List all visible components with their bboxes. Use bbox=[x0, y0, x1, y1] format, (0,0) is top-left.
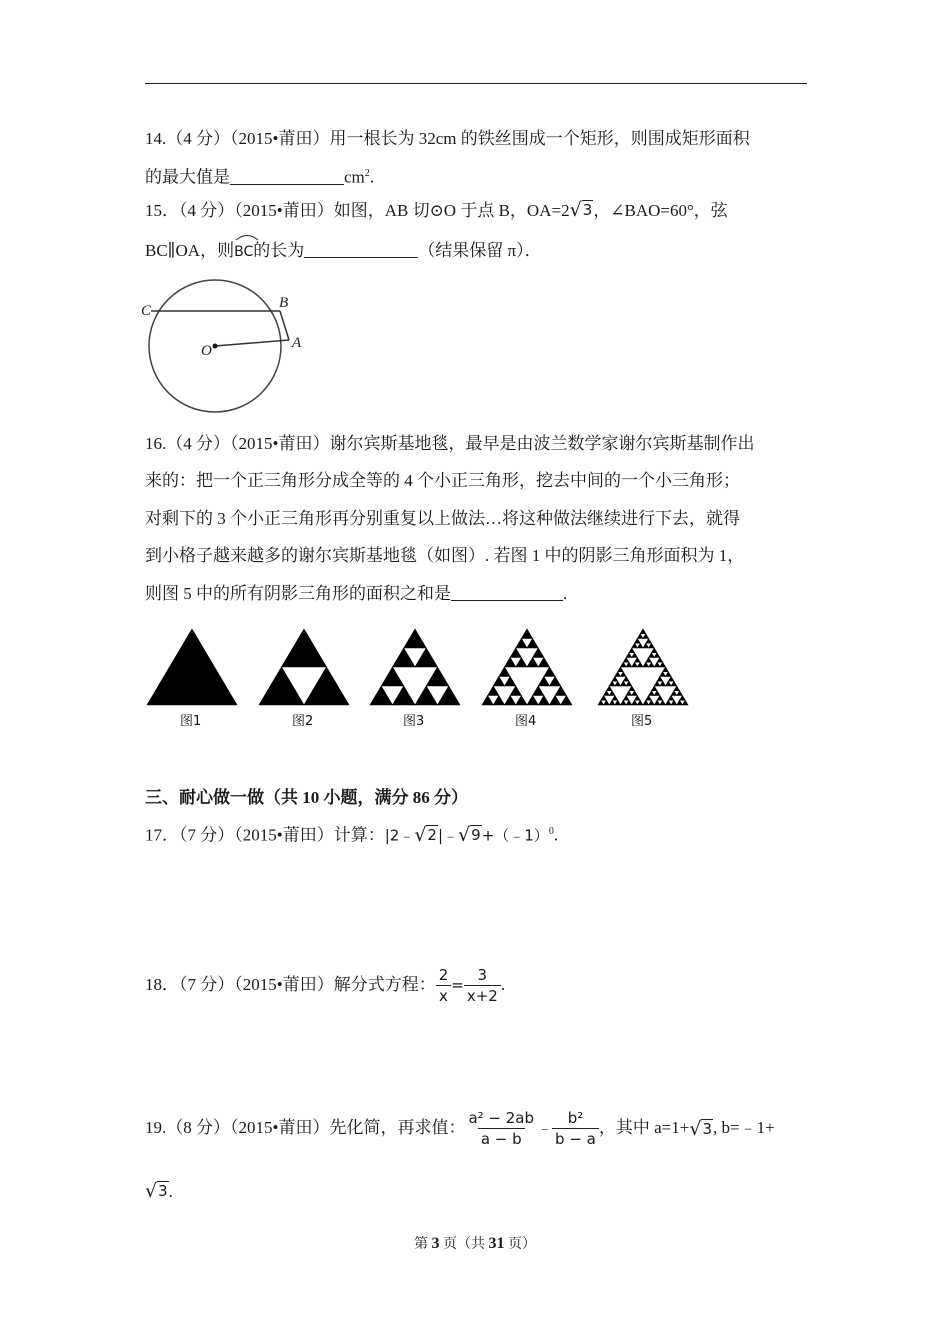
shaded-triangle bbox=[516, 658, 527, 668]
q15-sqrt: √ 3 bbox=[569, 199, 593, 221]
shaded-triangle bbox=[632, 691, 638, 696]
shaded-triangle bbox=[660, 681, 666, 686]
shaded-triangle bbox=[646, 639, 652, 644]
shaded-triangle bbox=[505, 658, 516, 668]
q14-answer-blank bbox=[230, 166, 344, 185]
sierpinski-figure-5 bbox=[597, 628, 689, 706]
section-3-title: 三、耐心做一做（共 10 小题，满分 86 分） bbox=[145, 788, 468, 807]
shaded-triangle bbox=[649, 653, 655, 658]
q18-f1-num: 2 bbox=[438, 965, 449, 984]
shaded-triangle bbox=[510, 648, 521, 658]
q18-f2-num: 3 bbox=[477, 965, 488, 984]
shaded-triangle bbox=[606, 686, 612, 691]
q18-f1-den: x bbox=[436, 985, 451, 1006]
shaded-triangle bbox=[438, 686, 461, 705]
sierpinski-figure-2 bbox=[258, 628, 350, 706]
q19-minus: ﹣ bbox=[537, 1119, 553, 1137]
shaded-triangle bbox=[609, 681, 615, 686]
footer-post: 页） bbox=[504, 1237, 536, 1252]
shaded-triangle bbox=[601, 696, 607, 701]
q19-f1-num: a² − 2ab bbox=[468, 1108, 535, 1127]
q14-line2 bbox=[145, 163, 374, 189]
shaded-triangle bbox=[612, 677, 618, 682]
shaded-triangle bbox=[671, 681, 677, 686]
shaded-triangle bbox=[521, 629, 532, 639]
shaded-triangle bbox=[604, 700, 610, 705]
figure-label-5: 图5 bbox=[631, 714, 653, 729]
shaded-triangle bbox=[621, 672, 627, 677]
shaded-triangle bbox=[598, 700, 604, 705]
q19-f2-den: b − a bbox=[552, 1128, 599, 1149]
shaded-triangle bbox=[635, 696, 641, 701]
shaded-triangle bbox=[505, 696, 516, 706]
shaded-triangle bbox=[505, 677, 516, 687]
shaded-triangle bbox=[527, 639, 538, 649]
shaded-triangle bbox=[415, 648, 438, 667]
q19-line2 bbox=[145, 1181, 173, 1203]
shaded-triangle bbox=[516, 639, 527, 649]
shaded-triangle bbox=[393, 686, 416, 705]
q17-sqrt1: √ 2 bbox=[414, 823, 437, 846]
shaded-triangle bbox=[632, 662, 638, 667]
shaded-triangle bbox=[668, 677, 674, 682]
shaded-triangle bbox=[381, 667, 404, 686]
q18-pre: 18．（7 分）（2015•莆田）解分式方程： bbox=[145, 975, 436, 994]
shaded-triangle bbox=[282, 629, 327, 667]
q16-line5-pre: 则图 5 中的所有阴影三角形的面积之和是 bbox=[145, 584, 451, 603]
q16-line5 bbox=[145, 582, 567, 605]
shaded-triangle bbox=[635, 639, 641, 644]
q17-sup: 0 bbox=[548, 826, 554, 837]
shaded-triangle bbox=[671, 691, 677, 696]
q19-sqrt-b: √ 3 bbox=[145, 1180, 168, 1202]
shaded-triangle bbox=[527, 658, 538, 668]
shaded-triangle bbox=[626, 681, 632, 686]
shaded-triangle bbox=[682, 700, 688, 705]
shaded-triangle bbox=[561, 696, 572, 706]
shaded-triangle bbox=[527, 696, 538, 706]
q14-unit-sup: 2 bbox=[364, 168, 370, 179]
q19-line bbox=[145, 1106, 775, 1150]
shaded-triangle bbox=[677, 691, 683, 696]
shaded-triangle bbox=[493, 696, 504, 706]
shaded-triangle bbox=[637, 634, 643, 639]
q18-eq: = bbox=[451, 976, 464, 994]
q19-fraction-2 bbox=[552, 1108, 599, 1149]
shaded-triangle bbox=[415, 686, 438, 705]
shaded-triangle bbox=[544, 667, 555, 677]
q15-answer-blank bbox=[304, 239, 418, 258]
shaded-triangle bbox=[680, 696, 686, 701]
q15-sqrt-arg: 3 bbox=[582, 201, 593, 219]
shaded-triangle bbox=[621, 700, 627, 705]
shaded-triangle bbox=[615, 681, 621, 686]
q19-sqrt-a-arg: 3 bbox=[702, 1119, 713, 1138]
shaded-triangle bbox=[618, 667, 624, 672]
figure-label-2: 图2 bbox=[292, 714, 314, 729]
label-o: O bbox=[201, 343, 212, 359]
shaded-triangle bbox=[393, 648, 416, 667]
shaded-triangle bbox=[623, 677, 629, 682]
footer-pre: 第 bbox=[414, 1237, 432, 1252]
shaded-triangle bbox=[640, 629, 646, 634]
q19-sqrt-a: √ 3 bbox=[689, 1117, 713, 1140]
figure-label-3: 图3 bbox=[403, 714, 425, 729]
shaded-triangle bbox=[649, 662, 655, 667]
shaded-triangle bbox=[259, 667, 304, 705]
q17-sqrt1-arg: 2 bbox=[427, 825, 437, 844]
q14-line2-text: 的最大值是 bbox=[145, 167, 230, 187]
footer-total-pages: 31 bbox=[488, 1235, 505, 1252]
figure-label-1: 图1 bbox=[180, 714, 202, 729]
q17-sqrt2: √ 9 bbox=[458, 823, 481, 846]
shaded-triangle bbox=[626, 662, 632, 667]
q19-end: . bbox=[168, 1182, 173, 1201]
shaded-triangle bbox=[629, 686, 635, 691]
shaded-triangle bbox=[654, 681, 660, 686]
shaded-triangle bbox=[147, 629, 237, 705]
q15-line2-post: （结果保留 π）． bbox=[418, 241, 542, 260]
q18-fraction-1 bbox=[436, 965, 452, 1006]
arc-mark-icon bbox=[234, 233, 260, 241]
q14-line1: 14.（4 分）（2015•莆田）用一根长为 32cm 的铁丝围成一个矩形，则围成矩形面积 bbox=[145, 129, 750, 148]
q15-line2 bbox=[145, 237, 542, 263]
q19-f2-num: b² bbox=[567, 1108, 584, 1127]
q19-pre: 19.（8 分）（2015•莆田）先化简，再求值： bbox=[145, 1118, 466, 1137]
shaded-triangle bbox=[533, 648, 544, 658]
shaded-triangle bbox=[482, 696, 493, 706]
shaded-triangle bbox=[626, 700, 632, 705]
shaded-triangle bbox=[609, 691, 615, 696]
shaded-triangle bbox=[657, 677, 663, 682]
shaded-triangle bbox=[654, 662, 660, 667]
shaded-triangle bbox=[550, 696, 561, 706]
shaded-triangle bbox=[604, 691, 610, 696]
shaded-triangle bbox=[643, 700, 649, 705]
shaded-triangle bbox=[632, 643, 638, 648]
q15-arc-bc bbox=[234, 237, 253, 263]
q17-line bbox=[145, 821, 558, 847]
sierpinski-figure-4 bbox=[481, 628, 573, 706]
shaded-triangle bbox=[632, 700, 638, 705]
shaded-triangle bbox=[612, 696, 618, 701]
shaded-triangle bbox=[621, 662, 627, 667]
shaded-triangle bbox=[677, 700, 683, 705]
footer-page-number: 3 bbox=[431, 1235, 440, 1252]
shaded-triangle bbox=[550, 677, 561, 687]
q17-pre: 17．（7 分）（2015•莆田）计算： bbox=[145, 825, 385, 845]
shaded-triangle bbox=[671, 700, 677, 705]
shaded-triangle bbox=[660, 672, 666, 677]
shaded-triangle bbox=[493, 677, 504, 687]
q15-circle-figure bbox=[138, 270, 318, 420]
shaded-triangle bbox=[533, 686, 544, 696]
shaded-triangle bbox=[499, 667, 510, 677]
q18-f2-den: x+2 bbox=[464, 985, 501, 1006]
label-c: C bbox=[141, 303, 152, 319]
shaded-triangle bbox=[623, 696, 629, 701]
shaded-triangle bbox=[663, 667, 669, 672]
shaded-triangle bbox=[666, 672, 672, 677]
shaded-triangle bbox=[609, 700, 615, 705]
shaded-triangle bbox=[426, 667, 449, 686]
q19-fraction-1 bbox=[465, 1108, 537, 1149]
shaded-triangle bbox=[654, 700, 660, 705]
shaded-triangle bbox=[649, 700, 655, 705]
shaded-triangle bbox=[516, 696, 527, 706]
shaded-triangle bbox=[646, 696, 652, 701]
page-footer bbox=[0, 1233, 950, 1253]
shaded-triangle bbox=[370, 686, 393, 705]
q19-f1-den: a − b bbox=[478, 1128, 525, 1149]
q18-line bbox=[145, 963, 505, 1007]
q15-arc-label: BC bbox=[234, 244, 254, 260]
shaded-triangle bbox=[651, 686, 657, 691]
shaded-triangle bbox=[555, 686, 566, 696]
sierpinski-figure-3 bbox=[369, 628, 461, 706]
shaded-triangle bbox=[674, 686, 680, 691]
shaded-triangle bbox=[488, 686, 499, 696]
shaded-triangle bbox=[654, 691, 660, 696]
shaded-triangle bbox=[637, 643, 643, 648]
shaded-triangle bbox=[615, 700, 621, 705]
q17-abs-close: |﹣ bbox=[437, 826, 459, 845]
shaded-triangle bbox=[643, 634, 649, 639]
shaded-triangle bbox=[538, 696, 549, 706]
shaded-triangle bbox=[666, 681, 672, 686]
figure-label-4: 图4 bbox=[515, 714, 537, 729]
q15-line1-post: ，∠BAO=60°，弦 bbox=[593, 201, 728, 220]
q16-line2: 来的：把一个正三角形分成全等的 4 个小正三角形，挖去中间的一个小三角形； bbox=[145, 471, 740, 490]
q16-end: . bbox=[563, 584, 568, 603]
shaded-triangle bbox=[635, 658, 641, 663]
shaded-triangle bbox=[304, 667, 349, 705]
label-b: B bbox=[279, 295, 289, 311]
q14-end: . bbox=[369, 167, 375, 187]
header-rule bbox=[145, 83, 807, 84]
q18-fraction-2 bbox=[464, 965, 501, 1006]
q19-sqrt-b-arg: 3 bbox=[158, 1182, 168, 1200]
q15-line2-pre: BC∥OA，则 bbox=[145, 241, 235, 260]
shaded-triangle bbox=[651, 648, 657, 653]
shaded-triangle bbox=[632, 653, 638, 658]
center-point bbox=[213, 344, 218, 349]
q16-line1: 16.（4 分）（2015•莆田）谢尔宾斯基地毯，最早是由波兰数学家谢尔宾斯基制作出 bbox=[145, 434, 755, 453]
shaded-triangle bbox=[538, 658, 549, 668]
tangent-ab bbox=[280, 311, 289, 340]
q15-line1 bbox=[145, 200, 728, 222]
shaded-triangle bbox=[626, 653, 632, 658]
shaded-triangle bbox=[538, 677, 549, 687]
shaded-triangle bbox=[668, 696, 674, 701]
shaded-triangle bbox=[646, 658, 652, 663]
sierpinski-figure-1 bbox=[146, 628, 238, 706]
q17-abs-open: |2﹣ bbox=[384, 826, 415, 845]
q19-mid: ，其中 a=1+ bbox=[598, 1118, 690, 1137]
shaded-triangle bbox=[643, 662, 649, 667]
q17-tail: +（﹣1） bbox=[481, 826, 549, 845]
shaded-triangle bbox=[649, 691, 655, 696]
q16-line3: 对剩下的 3 个小正三角形再分别重复以上做法…将这种做法继续进行下去，就得 bbox=[145, 509, 740, 528]
q17-end: . bbox=[553, 825, 559, 845]
shaded-triangle bbox=[404, 629, 427, 648]
label-a: A bbox=[292, 335, 302, 351]
shaded-triangle bbox=[637, 662, 643, 667]
shaded-triangle bbox=[623, 658, 629, 663]
shaded-triangle bbox=[643, 643, 649, 648]
shaded-triangle bbox=[626, 691, 632, 696]
q18-end: . bbox=[500, 975, 506, 994]
shaded-triangle bbox=[621, 681, 627, 686]
shaded-triangle bbox=[657, 696, 663, 701]
q15-line2-mid: 的长为 bbox=[253, 241, 305, 260]
q14-unit: cm bbox=[344, 167, 365, 187]
shaded-triangle bbox=[629, 648, 635, 653]
shaded-triangle bbox=[660, 662, 666, 667]
shaded-triangle bbox=[649, 643, 655, 648]
shaded-triangle bbox=[660, 700, 666, 705]
shaded-triangle bbox=[666, 700, 672, 705]
shaded-triangle bbox=[615, 672, 621, 677]
q16-answer-blank bbox=[451, 582, 563, 601]
shaded-triangle bbox=[654, 653, 660, 658]
shaded-triangle bbox=[637, 700, 643, 705]
q17-sqrt2-arg: 9 bbox=[471, 825, 481, 844]
segment-oa bbox=[215, 340, 289, 346]
footer-mid: 页（共 bbox=[439, 1237, 489, 1252]
q15-line1-pre: 15．（4 分）（2015•莆田）如图，AB 切⊙O 于点 B，OA=2 bbox=[145, 201, 570, 220]
q19-mid2: , b=﹣1+ bbox=[713, 1118, 775, 1137]
shaded-triangle bbox=[657, 658, 663, 663]
q16-line4: 到小格子越来越多的谢尔宾斯基地毯（如图）. 若图 1 中的阴影三角形面积为 1， bbox=[145, 546, 745, 565]
shaded-triangle bbox=[510, 686, 521, 696]
